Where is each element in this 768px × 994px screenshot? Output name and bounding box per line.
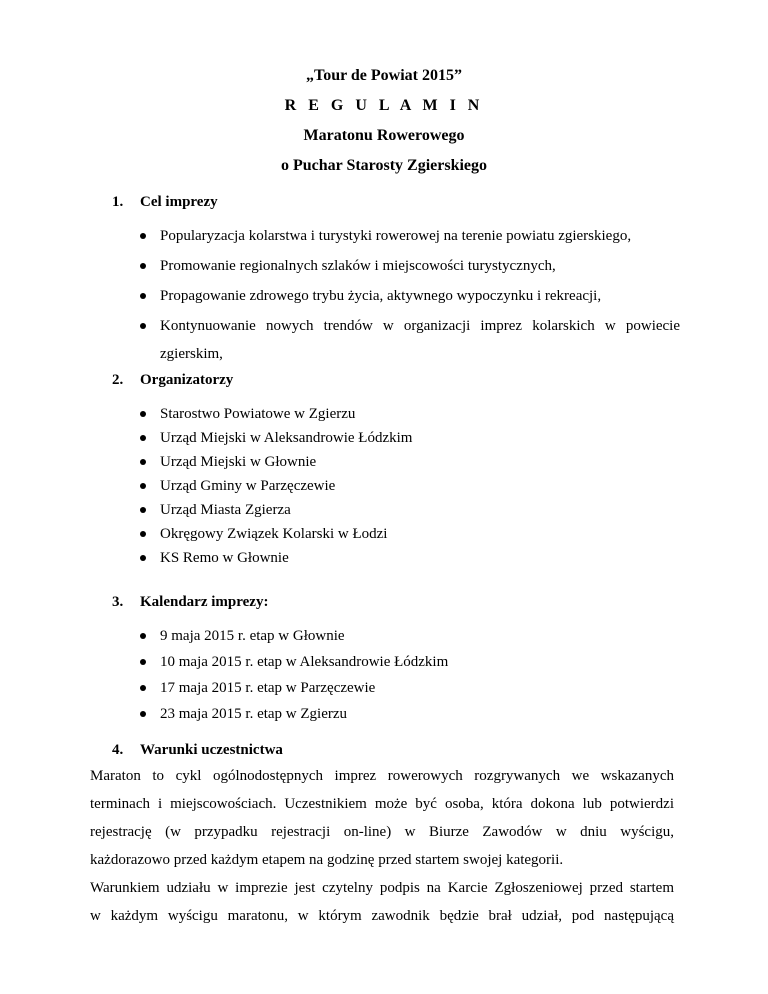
list-item: 17 maja 2015 r. etap w Parzęczewie [160, 680, 376, 696]
section-title: Warunki uczestnictwa [140, 742, 283, 758]
bullet-icon [140, 531, 146, 537]
list-item: 23 maja 2015 r. etap w Zgierzu [160, 706, 348, 722]
section-heading [112, 370, 233, 390]
section-number: 3. [112, 594, 124, 610]
bullet-icon [140, 435, 146, 441]
paragraph-line: rejestrację (w przypadku rejestracji on-line) w Biurze Zawodów w dniu wyścigu, [90, 824, 674, 840]
list-item: Urząd Miasta Zgierza [160, 502, 291, 518]
bullet-icon [140, 411, 146, 417]
section-number: 4. [112, 742, 124, 758]
bullet-icon [140, 459, 146, 465]
section-title: Organizatorzy [140, 372, 234, 388]
list-item: Urząd Miejski w Aleksandrowie Łódzkim [160, 430, 413, 446]
paragraph-line: terminach i miejscowościach. Uczestnikiem może być osoba, która dokona lub potwierdzi [90, 796, 674, 812]
paragraph-line: Maraton to cykl ogólnodostępnych imprez rowerowych rozgrywanych we wskazanych [90, 768, 674, 784]
bullet-icon [140, 263, 146, 269]
paragraph-line: Warunkiem udziału w imprezie jest czytelny podpis na Karcie Zgłoszeniowej przed startem [90, 880, 674, 896]
bullet-icon [140, 633, 146, 639]
event-title: „Tour de Powiat 2015” [305, 67, 462, 84]
paragraph-line: każdorazowo przed każdym etapem na godzinę przed startem swojej kategorii. [90, 852, 564, 868]
bullet-icon [140, 659, 146, 665]
cup-subtitle: o Puchar Starosty Zgierskiego [280, 157, 488, 174]
list-item: 9 maja 2015 r. etap w Głownie [160, 628, 345, 644]
list-item: Popularyzacja kolarstwa i turystyki rowerowej na terenie powiatu zgierskiego, [160, 228, 632, 244]
list-item: Kontynuowanie nowych trendów w organizacji imprez kolarskich w powiecie [160, 318, 680, 334]
bullet-icon [140, 685, 146, 691]
bullet-icon [140, 293, 146, 299]
section-number: 2. [112, 372, 124, 388]
section-title: Kalendarz imprezy: [140, 594, 269, 610]
bullet-icon [140, 233, 146, 239]
bullet-icon [140, 507, 146, 513]
bullet-icon [140, 323, 146, 329]
bullet-icon [140, 555, 146, 561]
bullet-icon [140, 483, 146, 489]
bullet-icon [140, 711, 146, 717]
section-title: Cel imprezy [140, 194, 218, 210]
list-item: Propagowanie zdrowego trybu życia, aktywnego wypoczynku i rekreacji, [160, 288, 602, 304]
list-item: Okręgowy Związek Kolarski w Łodzi [160, 526, 388, 542]
section-heading [112, 592, 268, 612]
list-item: 10 maja 2015 r. etap w Aleksandrowie Łódzkim [160, 654, 449, 670]
marathon-subtitle: Maratonu Rowerowego [303, 127, 465, 144]
list-item: KS Remo w Głownie [160, 550, 289, 566]
paragraph-line: w każdym wyścigu maratonu, w którym zawodnik będzie brał udział, pod następującą [90, 908, 674, 924]
regulations-heading: R E G U L A M I N [284, 97, 484, 114]
list-item: Urząd Gminy w Parzęczewie [160, 478, 336, 494]
list-item: Urząd Miejski w Głownie [160, 454, 317, 470]
section-heading [112, 192, 218, 212]
section-number: 1. [112, 194, 124, 210]
list-item-continuation: zgierskim, [160, 346, 223, 362]
section-heading [112, 740, 283, 760]
list-item: Starostwo Powiatowe w Zgierzu [160, 406, 356, 422]
list-item: Promowanie regionalnych szlaków i miejscowości turystycznych, [160, 258, 556, 274]
